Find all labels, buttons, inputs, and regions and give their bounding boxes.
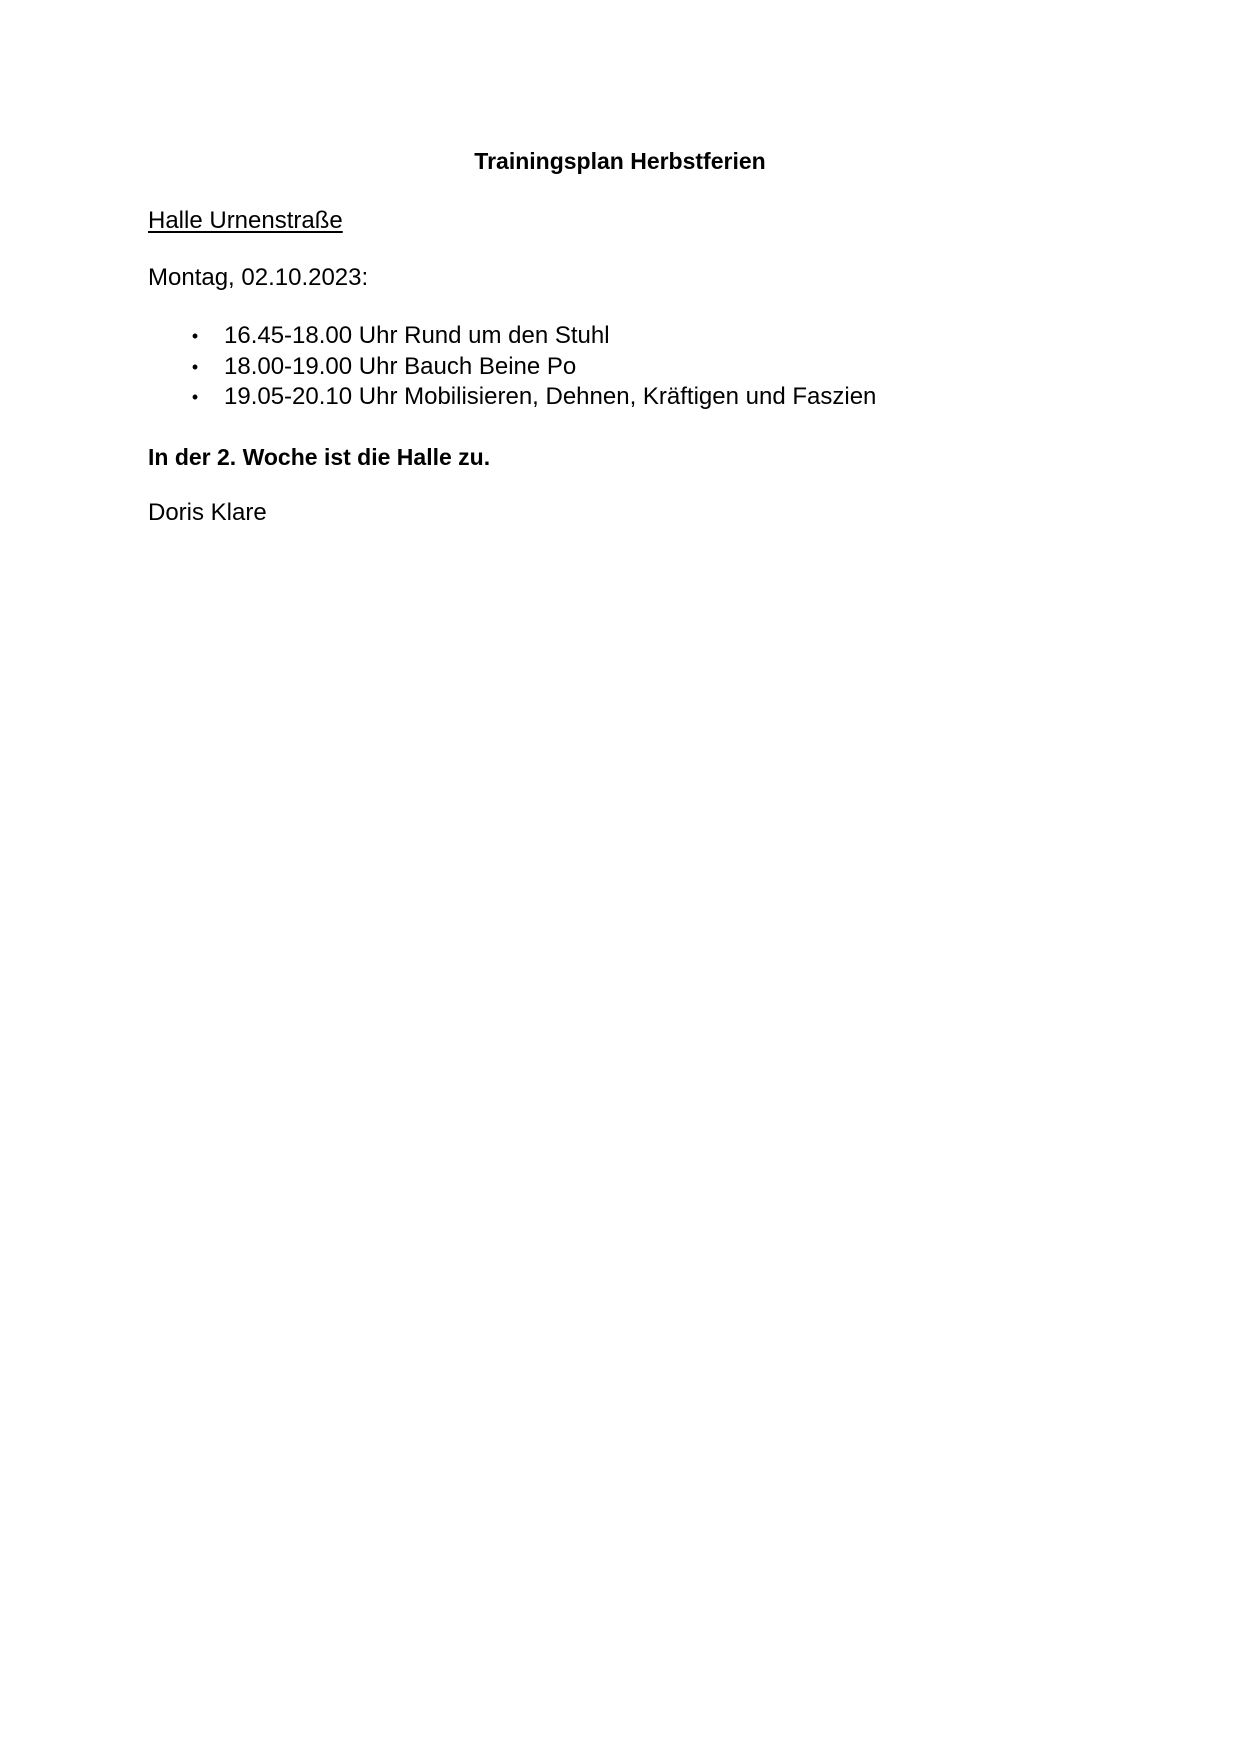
venue-heading: Halle Urnenstraße [148, 207, 343, 234]
document-title: Trainingsplan Herbstferien [474, 148, 766, 174]
closure-notice: In der 2. Woche ist die Halle zu. [148, 444, 491, 470]
session-item [148, 352, 876, 383]
session-text: 18.00-19.00 Uhr Bauch Beine Po [224, 352, 577, 380]
session-item [148, 382, 876, 413]
session-list [148, 321, 876, 413]
session-item [148, 321, 876, 352]
day-heading: Montag, 02.10.2023: [148, 264, 369, 291]
session-text: 16.45-18.00 Uhr Rund um den Stuhl [224, 322, 610, 349]
author-signature: Doris Klare [148, 499, 267, 526]
bullet-icon: • [191, 387, 199, 407]
bullet-icon: • [191, 356, 199, 377]
bullet-icon: • [191, 326, 199, 346]
session-text: 19.05-20.10 Uhr Mobilisieren, Dehnen, Kräftigen und Faszien [224, 383, 877, 410]
